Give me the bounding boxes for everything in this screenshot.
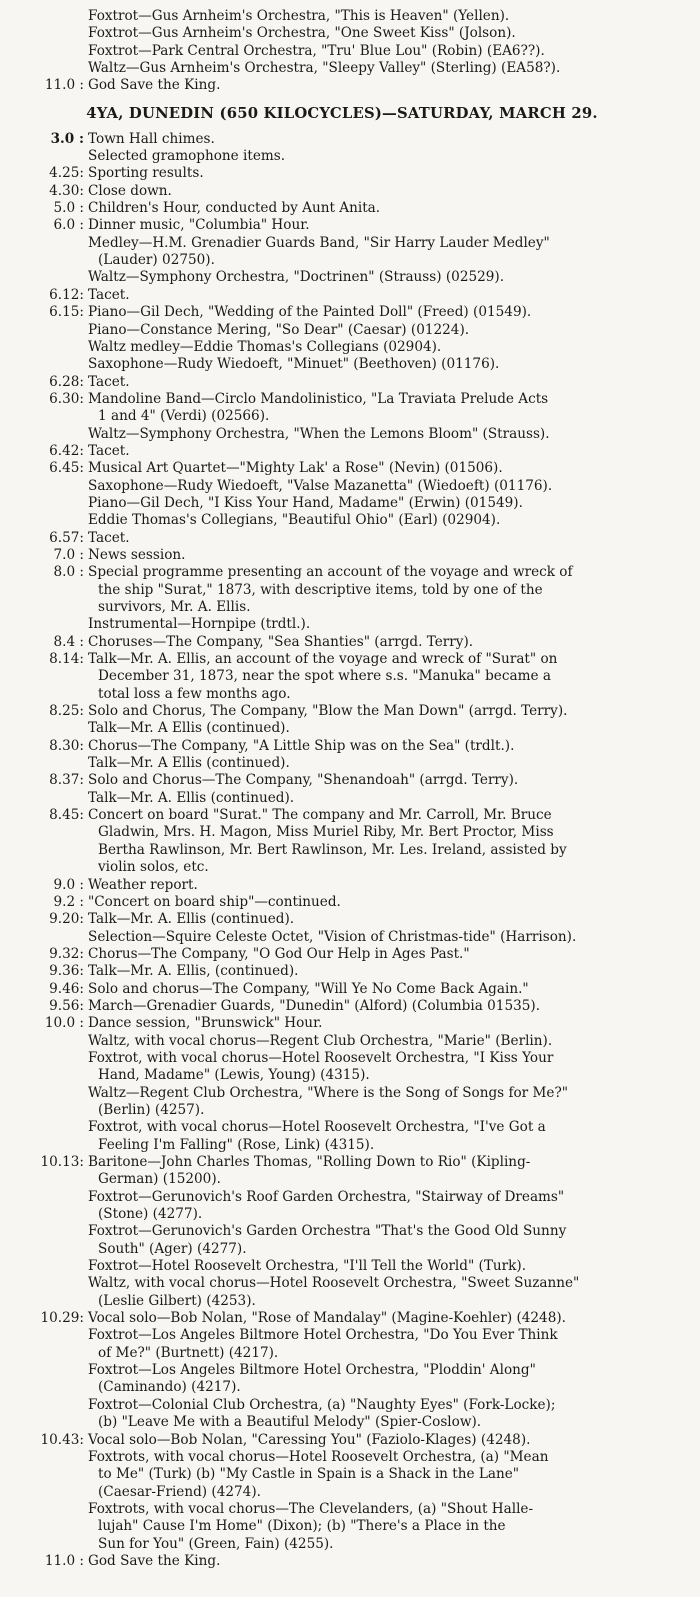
programme-text: Selection—Squire Celeste Octet, "Vision of Christmas-tide" (Harrison). [88, 928, 577, 945]
programme-text: Tacet. [88, 286, 130, 303]
programme-line [8, 1345, 676, 1362]
programme-line [8, 1015, 676, 1032]
time-label: 9.46: [49, 980, 84, 997]
programme-text: Close down. [88, 182, 172, 199]
time-label [8, 1241, 88, 1258]
programme-text: March—Grenadier Guards, "Dunedin" (Alford) (Columbia 01535). [88, 997, 541, 1014]
time-label [8, 269, 88, 286]
programme-text: Solo and Chorus—The Company, "Shenandoah" (arrgd. Terry). [88, 772, 519, 789]
programme-line [8, 998, 676, 1015]
time-label [8, 1484, 88, 1501]
programme-line [8, 1085, 676, 1102]
time-label: 10.13: [40, 1154, 84, 1170]
programme-line [8, 322, 676, 339]
time-label: 6.12: [49, 286, 84, 303]
programme-line [8, 703, 676, 720]
time-label: 8.37: [49, 772, 84, 789]
programme-text: Saxophone—Rudy Wiedoeft, "Minuet" (Beethoven) (01176). [88, 356, 500, 373]
programme-line [8, 720, 676, 737]
time-label [8, 1102, 88, 1119]
programme-text: Concert on board "Surat." The company and Mr. Carroll, Mr. Bruce [88, 807, 552, 824]
time-label: 7.0 : [53, 546, 84, 563]
time-label: 9.0 : [53, 876, 84, 893]
time-label: 9.20: [49, 911, 84, 928]
time-label: 8.4 : [53, 633, 84, 650]
programme-line [8, 269, 676, 286]
time-label [8, 43, 88, 60]
time-label [8, 1050, 88, 1067]
programme-text: Piano—Constance Mering, "So Dear" (Caesar) (01224). [88, 321, 470, 338]
time-label: 4.25: [49, 165, 84, 182]
programme-text: Saxophone—Rudy Wiedoeft, "Valse Mazanetta" (Wiedoeft) (01176). [88, 477, 553, 494]
programme-line [8, 8, 676, 25]
programme-line [8, 894, 676, 911]
time-label: 6.57: [49, 529, 84, 546]
programme-line [8, 824, 676, 841]
programme-text: Chorus—The Company, "A Little Ship was on the Sea" (trdlt.). [88, 737, 515, 754]
programme-text: violin solos, etc. [98, 859, 209, 876]
programme-text: Solo and Chorus, The Company, "Blow the Man Down" (arrgd. Terry). [88, 703, 568, 720]
time-label [8, 148, 88, 165]
programme-text: Solo and chorus—The Company, "Will Ye No Come Back Again." [88, 980, 529, 997]
time-label: 8.0 : [53, 564, 84, 581]
time-label [8, 339, 88, 356]
programme-text: Hand, Madame" (Lewis, Young) (4315). [98, 1067, 370, 1084]
programme-line [8, 1258, 676, 1275]
time-label: 10.43: [40, 1431, 84, 1448]
programme-text: Choruses—The Company, "Sea Shanties" (arrgd. Terry). [88, 633, 474, 650]
programme-line [8, 426, 676, 443]
programme-line [8, 1362, 676, 1379]
programme-text: Bertha Rawlinson, Mr. Bert Rawlinson, Mr. Les. Ireland, assisted by [98, 841, 567, 858]
time-label: 8.14: [49, 651, 84, 668]
time-label [8, 356, 88, 373]
programme-line [8, 738, 676, 755]
programme-text: 1 and 4" (Verdi) (02566). [98, 408, 270, 425]
time-label: 9.32: [49, 945, 84, 962]
programme-text: Talk—Mr. A Ellis (continued). [88, 755, 290, 772]
time-label [8, 512, 88, 529]
time-label [8, 235, 88, 252]
programme-line [8, 634, 676, 651]
time-label [8, 1449, 88, 1466]
time-label [8, 1033, 88, 1050]
programme-text: Dance session, "Brunswick" Hour. [88, 1015, 323, 1032]
programme-line [8, 200, 676, 217]
programme-text: Foxtrot—Hotel Roosevelt Orchestra, "I'll Tell the World" (Turk). [88, 1258, 527, 1275]
time-label [8, 478, 88, 495]
programme-line [8, 1397, 676, 1414]
programme-line [8, 1275, 676, 1292]
programme-line [8, 1067, 676, 1084]
programme-line [8, 1119, 676, 1136]
time-label: 8.45: [49, 807, 84, 824]
programme-line [8, 1501, 676, 1518]
time-label: 5.0 : [53, 200, 84, 217]
programme-line [8, 512, 676, 529]
time-label [8, 668, 88, 685]
programme-text: Medley—H.M. Grenadier Guards Band, "Sir Harry Lauder Medley" [88, 234, 550, 251]
programme-text: Talk—Mr. A. Ellis (continued). [88, 789, 295, 806]
programme-text: Children's Hour, conducted by Aunt Anita. [88, 200, 381, 217]
station-heading: 4YA, DUNEDIN (650 KILOCYCLES)—SATURDAY, MARCH 29. [86, 104, 598, 122]
programme-text: "Concert on board ship"—continued. [88, 893, 341, 910]
programme-line [8, 859, 676, 876]
programme-line [8, 391, 676, 408]
programme-line [8, 1414, 676, 1431]
programme-text: Instrumental—Hornpipe (trdtl.). [88, 616, 311, 633]
programme-line [8, 547, 676, 564]
time-label [8, 8, 88, 25]
programme-line [8, 755, 676, 772]
programme-line [8, 564, 676, 581]
programme-line [8, 807, 676, 824]
programme-line [8, 1518, 676, 1535]
programme-text: God Save the King. [88, 1552, 221, 1569]
programme-line [8, 356, 676, 373]
programme-text: Tacet. [88, 373, 130, 390]
programme-text: Foxtrot, with vocal chorus—Hotel Roosevelt Orchestra, "I Kiss Your [88, 1049, 554, 1066]
time-label [8, 1536, 88, 1553]
time-label [8, 790, 88, 807]
time-label [8, 426, 88, 443]
programme-line [8, 651, 676, 668]
programme-text: God Save the King. [88, 77, 221, 94]
programme-text: Foxtrot—Gus Arnheim's Orchestra, "This is Heaven" (Yellen). [88, 8, 510, 24]
programme-line [8, 772, 676, 789]
programme-text: Foxtrots, with vocal chorus—Hotel Roosevelt Orchestra, (a) "Mean [88, 1448, 549, 1465]
programme-text: Foxtrot—Los Angeles Biltmore Hotel Orchestra, "Ploddin' Along" [88, 1362, 536, 1379]
programme-text: Waltz, with vocal chorus—Hotel Roosevelt Orchestra, "Sweet Suzanne" [88, 1275, 580, 1292]
time-label [8, 408, 88, 425]
time-label [8, 755, 88, 772]
time-label [8, 1275, 88, 1292]
time-label [8, 582, 88, 599]
time-label [8, 1085, 88, 1102]
programme-line [8, 165, 676, 182]
time-label: 10.0 : [44, 1015, 84, 1032]
programme-text: Vocal solo—Bob Nolan, "Rose of Mandalay" (Magine-Koehler) (4248). [88, 1310, 566, 1327]
time-label [8, 1067, 88, 1084]
time-label [8, 1293, 88, 1310]
programme-text: of Me?" (Burtnett) (4217). [98, 1344, 279, 1361]
time-label: 6.15: [49, 304, 84, 321]
time-label [8, 859, 88, 876]
time-label [8, 1501, 88, 1518]
programme-text: Piano—Gil Dech, "I Kiss Your Hand, Madame" (Erwin) (01549). [88, 494, 523, 511]
programme-text: (Caesar-Friend) (4274). [98, 1483, 261, 1500]
time-label: 10.29: [40, 1310, 84, 1327]
programme-line [8, 1241, 676, 1258]
programme-line [8, 911, 676, 928]
programme-line [8, 131, 676, 148]
programme-text: Waltz—Regent Club Orchestra, "Where is the Song of Songs for Me?" [88, 1084, 569, 1101]
programme-text: December 31, 1873, near the spot where s.s. "Manuka" became a [98, 668, 551, 685]
programme-text: (Berlin) (4257). [98, 1101, 205, 1118]
programme-text: Musical Art Quartet—"Mighty Lak' a Rose" (Nevin) (01506). [88, 460, 503, 477]
time-label: 11.0 : [44, 1552, 84, 1569]
time-label [8, 1518, 88, 1535]
time-label: 6.30: [49, 390, 84, 407]
programme-text: Baritone—John Charles Thomas, "Rolling Down to Rio" (Kipling- [88, 1154, 531, 1170]
time-label [8, 720, 88, 737]
programme-text: Sporting results. [88, 165, 204, 182]
programme-line [8, 339, 676, 356]
time-label [8, 1345, 88, 1362]
time-label [8, 616, 88, 633]
programme-line [8, 43, 676, 60]
time-label [8, 1327, 88, 1344]
time-label [8, 1119, 88, 1136]
programme-text: Foxtrot—Los Angeles Biltmore Hotel Orchestra, "Do You Ever Think [88, 1327, 558, 1344]
programme-line [8, 217, 676, 234]
programme-text: Talk—Mr. A. Ellis, (continued). [88, 963, 299, 980]
programme-line [8, 530, 676, 547]
programme-line [8, 946, 676, 963]
programme-line [8, 1154, 676, 1171]
programme-line [8, 495, 676, 512]
programme-text: total loss a few months ago. [98, 685, 291, 702]
programme-text: (Stone) (4277). [98, 1206, 203, 1223]
time-label [8, 252, 88, 269]
programme-text: Weather report. [88, 876, 198, 893]
time-label [8, 1362, 88, 1379]
time-label [8, 599, 88, 616]
programme-text: Foxtrot—Colonial Club Orchestra, (a) "Naughty Eyes" (Fork-Locke); [88, 1396, 556, 1413]
programme-text: Eddie Thomas's Collegians, "Beautiful Ohio" (Earl) (02904). [88, 512, 501, 529]
programme-line [8, 304, 676, 321]
programme-line [8, 981, 676, 998]
programme-text: to Me" (Turk) (b) "My Castle in Spain is a Shack in the Lane" [98, 1466, 520, 1483]
programme-text: Foxtrot—Gerunovich's Garden Orchestra "That's the Good Old Sunny [88, 1223, 567, 1240]
time-label [8, 1171, 88, 1188]
time-label: 11.0 : [44, 77, 84, 94]
programme-line [8, 1553, 676, 1570]
time-label: 3.0 : [50, 130, 84, 147]
programme-text: South" (Ager) (4277). [98, 1240, 247, 1257]
programme-line [8, 1223, 676, 1240]
programme-line [8, 1171, 676, 1188]
programme-line [8, 929, 676, 946]
programme-line [8, 1310, 676, 1327]
programme-text: Feeling I'm Falling" (Rose, Link) (4315). [98, 1136, 375, 1153]
programme-text: Piano—Gil Dech, "Wedding of the Painted Doll" (Freed) (01549). [88, 304, 532, 321]
programme-text: Selected gramophone items. [88, 148, 286, 165]
programme-text: Waltz medley—Eddie Thomas's Collegians (02904). [88, 338, 442, 355]
programme-text: Waltz—Symphony Orchestra, "Doctrinen" (Strauss) (02529). [88, 269, 505, 286]
programme-line [8, 148, 676, 165]
time-label [8, 929, 88, 946]
programme-line [8, 77, 676, 94]
programme-line [8, 616, 676, 633]
programme-text: Foxtrot—Gerunovich's Roof Garden Orchestra, "Stairway of Dreams" [88, 1188, 565, 1205]
programme-text: Sun for You" (Green, Fain) (4255). [98, 1535, 334, 1552]
programme-line [8, 183, 676, 200]
time-label [8, 1137, 88, 1154]
programme-text: (Caminando) (4217). [98, 1379, 241, 1396]
time-label [8, 495, 88, 512]
programme-text: Town Hall chimes. [88, 130, 215, 147]
programme-text: Foxtrot—Gus Arnheim's Orchestra, "One Sweet Kiss" (Jolson). [88, 25, 516, 42]
programme-line [8, 408, 676, 425]
time-label: 6.45: [49, 460, 84, 477]
time-label: 6.28: [49, 373, 84, 390]
time-label [8, 686, 88, 703]
programme-line [8, 1536, 676, 1553]
programme-line [8, 478, 676, 495]
programme-text: the ship "Surat," 1873, with descriptive items, told by one of the [98, 581, 543, 598]
time-label [8, 60, 88, 77]
time-label [8, 824, 88, 841]
programme-text: Gladwin, Mrs. H. Magon, Miss Muriel Riby, Mr. Bert Proctor, Miss [98, 824, 554, 841]
time-label [8, 1466, 88, 1483]
time-label: 6.42: [49, 442, 84, 459]
time-label: 9.2 : [53, 893, 84, 910]
programme-line [8, 1466, 676, 1483]
programme-text: Mandoline Band—Circlo Mandolinistico, "La Traviata Prelude Acts [88, 390, 549, 407]
programme-line [8, 1432, 676, 1449]
programme-line [8, 582, 676, 599]
previous-programme-tail [8, 8, 676, 95]
programme-text: lujah" Cause I'm Home" (Dixon); (b) "There's a Place in the [98, 1518, 506, 1535]
time-label [8, 1189, 88, 1206]
programme-text: Waltz—Symphony Orchestra, "When the Lemons Bloom" (Strauss). [88, 425, 550, 442]
programme-text: Waltz, with vocal chorus—Regent Club Orchestra, "Marie" (Berlin). [88, 1032, 553, 1049]
programme-text: German) (15200). [98, 1171, 221, 1188]
programme-line [8, 1033, 676, 1050]
programme-line [8, 1206, 676, 1223]
programme-line [8, 374, 676, 391]
programme-line [8, 790, 676, 807]
programme-text: (Leslie Gilbert) (4253). [98, 1292, 256, 1309]
time-label [8, 1414, 88, 1431]
programme-line [8, 842, 676, 859]
time-label [8, 1397, 88, 1414]
programme-line [8, 1189, 676, 1206]
time-label: 8.30: [49, 737, 84, 754]
programme-line [8, 235, 676, 252]
programme-line [8, 60, 676, 77]
programme-line [8, 443, 676, 460]
programme-line [8, 287, 676, 304]
programme-line [8, 1137, 676, 1154]
programme-line [8, 686, 676, 703]
programme-line [8, 1293, 676, 1310]
time-label [8, 842, 88, 859]
programme-text: Foxtrot—Park Central Orchestra, "Tru' Blue Lou" (Robin) (EA6??). [88, 42, 545, 59]
time-label: 6.0 : [53, 217, 84, 234]
programme-line [8, 599, 676, 616]
time-label [8, 25, 88, 42]
programme-line [8, 1327, 676, 1344]
programme-text: Talk—Mr. A. Ellis, an account of the voyage and wreck of "Surat" on [88, 651, 558, 668]
programme-text: (Lauder) 02750). [98, 252, 215, 269]
programme-line [8, 1102, 676, 1119]
time-label [8, 1379, 88, 1396]
programme-text: Waltz—Gus Arnheim's Orchestra, "Sleepy Valley" (Sterling) (EA58?). [88, 60, 561, 77]
time-label: 9.56: [49, 997, 84, 1014]
programme-text: Special programme presenting an account of the voyage and wreck of [88, 564, 573, 581]
time-label: 4.30: [49, 182, 84, 199]
programme-text: Talk—Mr. A. Ellis (continued). [88, 911, 295, 928]
time-label: 8.25: [49, 703, 84, 720]
programme-listing [8, 131, 676, 1571]
time-label [8, 1258, 88, 1275]
programme-line [8, 1379, 676, 1396]
time-label [8, 1223, 88, 1240]
time-label [8, 1206, 88, 1223]
programme-text: Tacet. [88, 529, 130, 546]
programme-text: Chorus—The Company, "O God Our Help in Ages Past." [88, 945, 470, 962]
programme-text: survivors, Mr. A. Ellis. [98, 599, 251, 615]
programme-line [8, 668, 676, 685]
programme-line [8, 1449, 676, 1466]
programme-text: Dinner music, "Columbia" Hour. [88, 217, 310, 234]
time-label [8, 322, 88, 339]
programme-text: Talk—Mr. A Ellis (continued). [88, 720, 290, 737]
programme-line [8, 877, 676, 894]
programme-line [8, 1484, 676, 1501]
programme-line [8, 1050, 676, 1067]
programme-line [8, 963, 676, 980]
programme-text: (b) "Leave Me with a Beautiful Melody" (Spier-Coslow). [98, 1414, 482, 1431]
programme-text: Foxtrots, with vocal chorus—The Clevelanders, (a) "Shout Halle- [88, 1500, 534, 1517]
programme-text: Foxtrot, with vocal chorus—Hotel Roosevelt Orchestra, "I've Got a [88, 1119, 546, 1136]
programme-text: News session. [88, 546, 186, 563]
programme-line [8, 460, 676, 477]
programme-line [8, 25, 676, 42]
programme-line [8, 252, 676, 269]
programme-text: Vocal solo—Bob Nolan, "Caressing You" (Faziolo-Klages) (4248). [88, 1431, 531, 1448]
programme-text: Tacet. [88, 442, 130, 459]
time-label: 9.36: [49, 963, 84, 980]
